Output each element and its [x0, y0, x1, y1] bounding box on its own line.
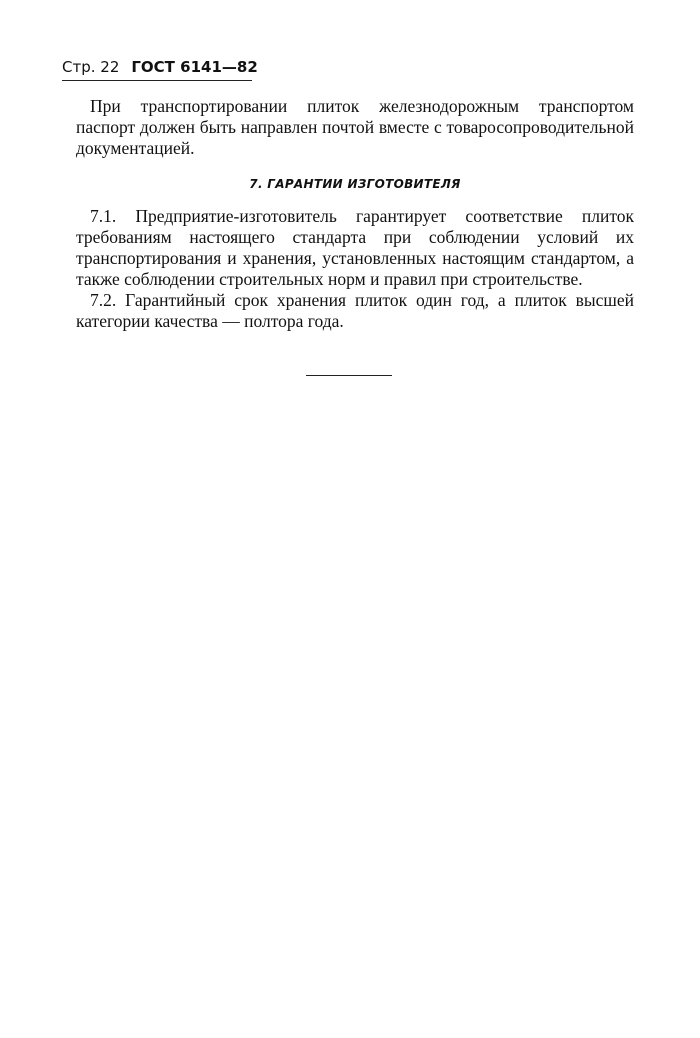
page-number: Стр. 22: [62, 58, 120, 76]
clause-7-2-paragraph: 7.2. Гарантийный срок хранения плиток один год, а плиток высшей категории качества — полтора года.: [76, 290, 634, 331]
section-heading: 7. ГАРАНТИИ ИЗГОТОВИТЕЛЯ: [249, 177, 461, 191]
intro-text-block: [76, 96, 634, 159]
page-header: [62, 58, 258, 81]
clause-7-1-paragraph: 7.1. Предприятие-изготовитель гарантирует соответствие плиток требованиям настоящего стандарта при соблюдении условий их транспортирования и хранения, установленных настоящим стандартом, а также соблюдении строительных норм и правил при строительстве.: [76, 206, 634, 289]
intro-paragraph: При транспортировании плиток железнодорожным транспортом паспорт должен быть направлен почтой вместе с товаросопроводительной документацией.: [76, 96, 634, 158]
end-of-text-rule: [306, 375, 392, 376]
standard-code: ГОСТ 6141—82: [131, 58, 258, 76]
section-text-block: [76, 206, 634, 332]
